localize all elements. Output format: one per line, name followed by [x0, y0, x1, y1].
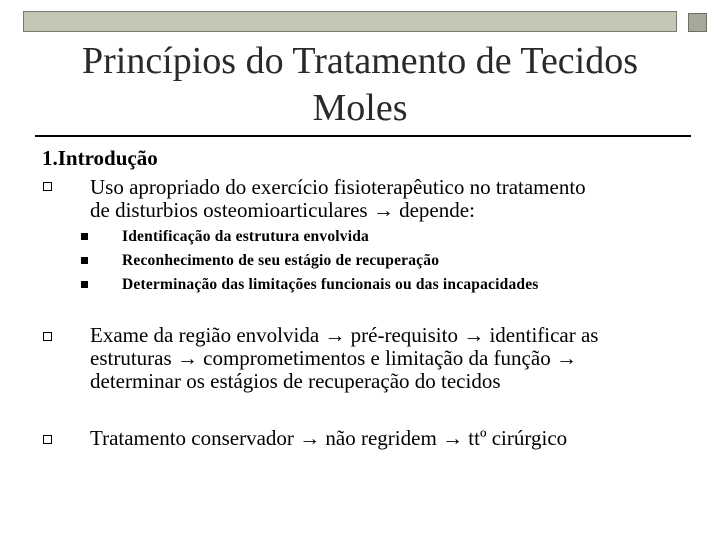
sub-bullet-3: Determinação das limitações funcionais ou das incapacidades [122, 276, 539, 293]
section-heading: 1.Introdução [42, 146, 158, 170]
hollow-square-bullet-icon [43, 182, 52, 191]
bullet-2-line-2: estruturas → comprometimentos e limitação da função → [90, 346, 577, 370]
title-divider [35, 135, 691, 137]
title-line-1: Princípios do Tratamento de Tecidos [81, 40, 639, 82]
bullet-2-text [90, 324, 690, 393]
filled-square-bullet-icon [81, 281, 88, 288]
bullet-3-line-1: Tratamento conservador → não regridem → ttº cirúrgico [90, 426, 568, 450]
title-line-2: Moles [312, 87, 408, 129]
filled-square-bullet-icon [81, 257, 88, 264]
slide-title [30, 38, 690, 132]
sub-bullet-2: Reconhecimento de seu estágio de recuperação [122, 252, 440, 269]
bullet-1-line-2: de disturbios osteomioarticulares → depende: [90, 198, 475, 222]
filled-square-bullet-icon [81, 233, 88, 240]
bullet-3-text [90, 427, 690, 450]
hollow-square-bullet-icon [43, 332, 52, 341]
sub-bullet-1: Identificação da estrutura envolvida [122, 228, 370, 245]
hollow-square-bullet-icon [43, 435, 52, 444]
top-decorative-bar [23, 11, 677, 32]
bullet-1-text [90, 176, 690, 222]
bullet-1-line-1: Uso apropriado do exercício fisioterapêutico no tratamento [90, 175, 586, 199]
bullet-2-line-1: Exame da região envolvida → pré-requisito → identificar as [90, 323, 599, 347]
bullet-2-line-3: determinar os estágios de recuperação do tecidos [90, 369, 501, 393]
corner-decorative-square [688, 13, 707, 32]
